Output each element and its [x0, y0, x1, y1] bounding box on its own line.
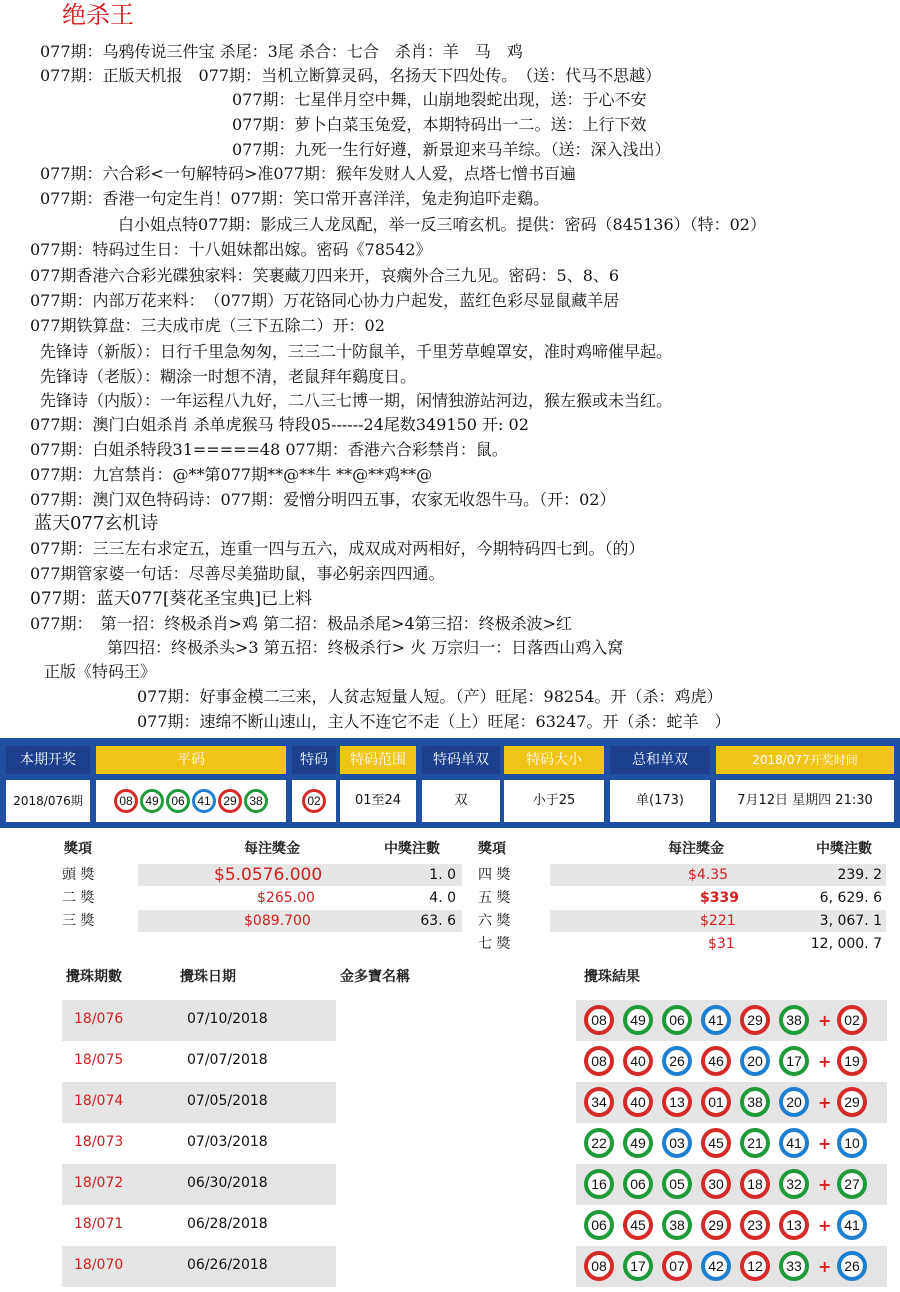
- history-row: [62, 1205, 887, 1246]
- ball: 26: [662, 1046, 692, 1076]
- prize-header-amount: 每注獎金: [668, 841, 724, 857]
- ball: 13: [779, 1210, 809, 1240]
- prize-row: [478, 933, 886, 955]
- ball: 16: [584, 1169, 614, 1199]
- text-line: 077期：速绵不断山速山，主人不连它不走（上）旺尾：63247。开（杀：蛇羊 ）: [137, 712, 731, 731]
- special-odd-even: 双: [422, 780, 500, 822]
- ball: 21: [740, 1128, 770, 1158]
- ball: 45: [701, 1128, 731, 1158]
- ball: 13: [662, 1087, 692, 1117]
- prize-table: [0, 832, 900, 962]
- ball: 49: [140, 789, 164, 813]
- ball: 41: [192, 789, 216, 813]
- ball: 08: [584, 1046, 614, 1076]
- draw-period: 2018/076期: [6, 780, 90, 822]
- ball: 38: [740, 1087, 770, 1117]
- special-ball: 27: [837, 1169, 867, 1199]
- draw-number: 18/074: [74, 1093, 124, 1109]
- ball: 29: [740, 1005, 770, 1035]
- text-line: 077期：香港一句定生肖！077期：笑口常开喜洋洋，兔走狗追吓走鷄。: [40, 189, 550, 208]
- prize-header-count: 中獎注數: [384, 841, 440, 857]
- prize-row: [478, 887, 886, 909]
- draw-date: 06/28/2018: [187, 1216, 268, 1232]
- text-line: 077期：好事金模二三来，人贫志短量人短。（产）旺尾：98254。开（杀：鸡虎）: [137, 687, 723, 706]
- plus-sign: +: [818, 1092, 832, 1112]
- text-line: 第四招：终极杀头>3 第五招：终极杀行> 火 万宗归一：日落西山鸡入窝: [107, 638, 624, 657]
- text-line: 白小姐点特077期：影成三人龙凤配，举一反三唷玄机。提供：密码（845136）（特：02）: [118, 215, 766, 234]
- history-row: [62, 1123, 887, 1164]
- prize-header-amount: 每注獎金: [244, 841, 300, 857]
- ball: 20: [779, 1087, 809, 1117]
- ball: 08: [114, 789, 138, 813]
- draw-result: [584, 1210, 867, 1242]
- text-line: 077期：白姐杀特段31=====48 077期：香港六合彩禁肖：鼠。: [30, 440, 508, 459]
- special-range: 01至24: [340, 780, 416, 822]
- ball: 06: [662, 1005, 692, 1035]
- draw-result: [584, 1046, 867, 1078]
- ball: 40: [623, 1046, 653, 1076]
- text-line: 077期： 第一招：终极杀肖>鸡 第二招：极品杀尾>4第三招：终极杀波>红: [30, 614, 573, 633]
- ball: 49: [623, 1005, 653, 1035]
- prize-row: [62, 887, 462, 909]
- ball: 41: [701, 1005, 731, 1035]
- text-line: 077期：澳门白姐杀肖 杀单虎猴马 特段05------24尾数349150 开: 02: [30, 415, 529, 434]
- ball: 08: [584, 1005, 614, 1035]
- prize-name: 二 獎: [62, 890, 95, 906]
- prize-row: [478, 910, 886, 932]
- ball: 34: [584, 1087, 614, 1117]
- prize-amount: $089.700: [244, 913, 311, 929]
- ball: 38: [244, 789, 268, 813]
- plus-sign: +: [818, 1256, 832, 1276]
- special-ball: 02: [302, 789, 326, 813]
- special-size: 小于25: [504, 780, 604, 822]
- special-ball: 41: [837, 1210, 867, 1240]
- prize-header-name: 獎項: [478, 841, 506, 857]
- prize-count: 4. 0: [429, 890, 456, 906]
- ball: 33: [779, 1251, 809, 1281]
- draw-result: [584, 1128, 867, 1160]
- ball: 46: [701, 1046, 731, 1076]
- text-line: 077期：特码过生日：十八姐妹都出嫁。密码《78542》: [30, 240, 432, 259]
- draw-number: 18/076: [74, 1011, 124, 1027]
- ball: 29: [701, 1210, 731, 1240]
- text-line: 077期：七星伴月空中舞，山崩地裂蛇出现，送：于心不安: [232, 90, 647, 109]
- plus-sign: +: [818, 1051, 832, 1071]
- text-line: 077期管家婆一句话：尽善尽美猫助鼠，事必躬亲四四通。: [30, 564, 445, 583]
- plus-sign: +: [818, 1174, 832, 1194]
- history-header-period: 攪珠期數: [66, 969, 122, 985]
- prize-amount: $4.35: [688, 867, 729, 883]
- prize-count: 63. 6: [420, 913, 456, 929]
- ball: 17: [623, 1251, 653, 1281]
- text-line: 077期：九死一生行好遵，新景迎来马羊综。（送：深入浅出）: [232, 140, 671, 159]
- header-special-odd-even: 特码单双: [422, 746, 500, 774]
- history-header-date: 攪珠日期: [180, 969, 236, 985]
- ball: 29: [218, 789, 242, 813]
- history-row: [62, 1246, 887, 1287]
- draw-number: 18/072: [74, 1175, 124, 1191]
- special-ball: 29: [837, 1087, 867, 1117]
- history-row: [62, 1000, 887, 1041]
- prize-amount: $221: [700, 913, 736, 929]
- plus-sign: +: [818, 1133, 832, 1153]
- ball: 17: [779, 1046, 809, 1076]
- prize-count: 12, 000. 7: [810, 936, 882, 952]
- header-special-range: 特码范围: [340, 746, 416, 774]
- regular-balls: [96, 780, 286, 822]
- prize-count: 6, 629. 6: [819, 890, 882, 906]
- ball: 06: [584, 1210, 614, 1240]
- header-special-size: 特码大小: [504, 746, 604, 774]
- history-row: [62, 1164, 887, 1205]
- history-header-name: 金多寶名稱: [340, 969, 410, 985]
- text-line: 077期：内部万花来料： （077期）万花铬同心协力户起发，蓝红色彩尽显鼠藏羊居: [30, 291, 620, 310]
- ball: 06: [623, 1169, 653, 1199]
- prize-count: 3, 067. 1: [819, 913, 882, 929]
- ball: 20: [740, 1046, 770, 1076]
- text-line: 先锋诗（老版）：糊涂一时想不清，老鼠拜年鷄度日。: [40, 367, 417, 386]
- prize-name: 四 獎: [478, 867, 511, 883]
- prize-name: 三 獎: [62, 913, 95, 929]
- text-line: 077期：九宫禁肖：@**第077期**@**牛 **@**鸡**@: [30, 465, 433, 484]
- draw-number: 18/073: [74, 1134, 124, 1150]
- draw-number: 18/075: [74, 1052, 124, 1068]
- history-header-result: 攪珠結果: [584, 969, 640, 985]
- ball: 41: [779, 1128, 809, 1158]
- special-ball: 26: [837, 1251, 867, 1281]
- draw-result: [584, 1087, 867, 1119]
- ball: 05: [662, 1169, 692, 1199]
- prize-row: [478, 864, 886, 886]
- prize-name: 五 獎: [478, 890, 511, 906]
- text-line: 077期：三三左右求定五，连重一四与五六，成双成对两相好，今期特码四七到。（的）: [30, 539, 645, 558]
- text-line: 077期：正版天机报 077期：当机立断算灵码，名扬天下四处传。 （送：代马不思越）: [40, 66, 662, 85]
- draw-date: 06/30/2018: [187, 1175, 268, 1191]
- page-title: 绝杀王: [62, 1, 134, 29]
- draw-date: 07/07/2018: [187, 1052, 268, 1068]
- ball: 42: [701, 1251, 731, 1281]
- draw-date: 07/03/2018: [187, 1134, 268, 1150]
- draw-info-table: [0, 738, 900, 828]
- sum-odd-even: 单(173): [610, 780, 710, 822]
- ball: 08: [584, 1251, 614, 1281]
- prize-header-name: 獎項: [64, 841, 92, 857]
- ball: 06: [166, 789, 190, 813]
- draw-date: 07/05/2018: [187, 1093, 268, 1109]
- ball: 38: [779, 1005, 809, 1035]
- draw-result: [584, 1251, 867, 1283]
- history-row: [62, 1041, 887, 1082]
- ball: 30: [701, 1169, 731, 1199]
- text-line: 先锋诗（内版）：一年运程八九好，二八三七博一期，闲情独游站河边，猴左猴或未当红。: [40, 391, 673, 410]
- plus-sign: +: [818, 1010, 832, 1030]
- text-line: 077期铁算盘：三夫成市虎（三下五除二）开：02: [30, 316, 385, 335]
- prize-name: 六 獎: [478, 913, 511, 929]
- text-line: 077期：澳门双色特码诗：077期：爱憎分明四五事，农家无收怨牛马。（开：02）: [30, 490, 616, 509]
- prize-amount: $265.00: [257, 890, 315, 906]
- text-line: 正版《特码王》: [44, 662, 157, 681]
- prize-amount: $31: [708, 936, 735, 952]
- header-current-draw: 本期开奖: [6, 746, 90, 774]
- draw-number: 18/070: [74, 1257, 124, 1273]
- prize-amount: $339: [700, 890, 739, 906]
- draw-history-table: [0, 960, 900, 1292]
- draw-date: 06/26/2018: [187, 1257, 268, 1273]
- prize-count: 1. 0: [429, 867, 456, 883]
- prize-name: 七 獎: [478, 936, 511, 952]
- prize-row: [62, 910, 462, 932]
- plus-sign: +: [818, 1215, 832, 1235]
- prize-amount: $5.0576.000: [214, 865, 323, 885]
- prize-header-count: 中獎注數: [816, 841, 872, 857]
- history-row: [62, 1082, 887, 1123]
- special-ball: 10: [837, 1128, 867, 1158]
- prize-count: 239. 2: [837, 867, 882, 883]
- text-line: 077期香港六合彩光碟独家料：笑裹藏刀四来开，哀瘸外合三九见。密码：5、8、6: [30, 266, 620, 285]
- prize-row: [62, 864, 462, 886]
- draw-date: 07/10/2018: [187, 1011, 268, 1027]
- header-regular-numbers: 平码: [96, 746, 286, 774]
- text-line: 077期：六合彩<一句解特码>准077期：猴年发财人人爱，点塔七憎书百遍: [40, 164, 576, 183]
- ball: 07: [662, 1251, 692, 1281]
- ball: 49: [623, 1128, 653, 1158]
- text-line: 077期：乌鸦传说三件宝 杀尾：3尾 杀合：七合 杀肖：羊 马 鸡: [40, 42, 523, 61]
- ball: 45: [623, 1210, 653, 1240]
- ball: 23: [740, 1210, 770, 1240]
- ball: 40: [623, 1087, 653, 1117]
- ball: 01: [701, 1087, 731, 1117]
- ball: 32: [779, 1169, 809, 1199]
- text-line: 077期：萝卜白菜玉兔爱，本期特码出一二。送：上行下效: [232, 115, 647, 134]
- ball: 22: [584, 1128, 614, 1158]
- draw-result: [584, 1005, 867, 1037]
- text-line: 先锋诗（新版）：日行千里急匆匆，三三二十防鼠羊，千里芳草蝗罩安，准时鸡啼催早起。: [40, 342, 673, 361]
- header-next-draw-time: 2018/077开奖时间: [716, 746, 894, 774]
- ball: 38: [662, 1210, 692, 1240]
- ball: 03: [662, 1128, 692, 1158]
- header-sum-odd-even: 总和单双: [610, 746, 710, 774]
- ball: 12: [740, 1251, 770, 1281]
- draw-result: [584, 1169, 867, 1201]
- header-special-number: 特码: [292, 746, 336, 774]
- text-line: 蓝天077玄机诗: [34, 513, 159, 534]
- special-ball-cell: [292, 780, 336, 822]
- ball: 18: [740, 1169, 770, 1199]
- draw-number: 18/071: [74, 1216, 124, 1232]
- next-draw-time: 7月12日 星期四 21:30: [716, 780, 894, 822]
- prize-name: 頭 獎: [62, 867, 95, 883]
- special-ball: 19: [837, 1046, 867, 1076]
- text-line: 077期：蓝天077[葵花圣宝典]已上料: [30, 589, 313, 609]
- special-ball: 02: [837, 1005, 867, 1035]
